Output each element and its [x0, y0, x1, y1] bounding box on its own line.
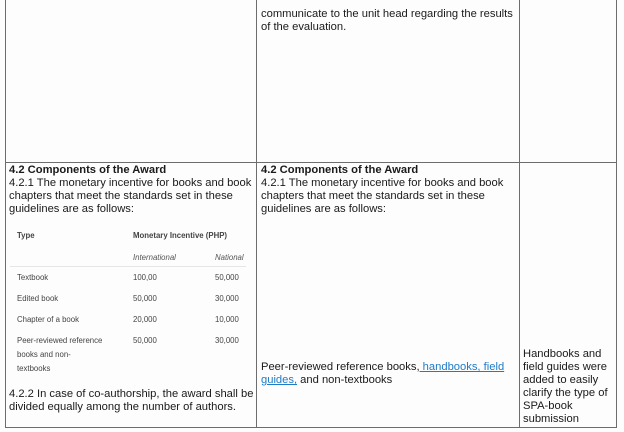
table-cell-international: 50,000 — [133, 294, 157, 303]
subheader-international: International — [133, 253, 176, 262]
revised-type-text — [261, 361, 516, 387]
text-line: SPA-book — [523, 400, 573, 412]
table-border — [256, 0, 257, 428]
table-cell-type: books and non- — [17, 350, 71, 359]
table-cell-international: 100,00 — [133, 273, 157, 282]
section-heading: 4.2 Components of the Award — [261, 164, 419, 176]
inserted-text-link[interactable]: handbooks, field — [419, 361, 505, 373]
table-cell-international: 20,000 — [133, 315, 157, 324]
text-line: chapters that meet the standards set in these — [9, 190, 233, 202]
column-header-type: Type — [17, 231, 35, 240]
text-line: of the evaluation. — [261, 21, 347, 33]
text-line: guidelines are as follows: — [261, 203, 386, 215]
subheader-national: National — [215, 253, 244, 262]
table-cell-type: Textbook — [17, 273, 49, 282]
prev-row-text — [261, 8, 513, 34]
coauthorship-paragraph — [9, 388, 254, 414]
text-line — [261, 374, 516, 387]
table-border — [519, 0, 520, 428]
remarks-note — [523, 348, 615, 426]
inserted-text-link[interactable]: guides, — [261, 374, 298, 386]
text-line — [261, 361, 516, 374]
text-span: and non-textbooks — [297, 374, 393, 386]
revised-section — [261, 164, 516, 216]
table-cell-type: Peer-reviewed reference — [17, 336, 103, 345]
text-line: added to easily — [523, 374, 599, 386]
text-line: 4.2.1 The monetary incentive for books and book — [261, 177, 504, 189]
text-line: Handbooks and — [523, 348, 602, 360]
table-cell-type: Edited book — [17, 294, 59, 303]
table-cell-type: textbooks — [17, 364, 51, 373]
text-line: 4.2.1 The monetary incentive for books and book — [9, 177, 252, 189]
text-line: field guides were — [523, 361, 607, 373]
text-span: Peer-reviewed reference books, — [261, 361, 420, 373]
table-divider — [10, 266, 246, 267]
table-cell-international: 50,000 — [133, 336, 157, 345]
text-line: divided equally among the number of authors. — [9, 401, 237, 413]
text-line: 4.2.2 In case of co-authorship, the award shall be — [9, 388, 254, 400]
text-line: communicate to the unit head regarding the results — [261, 8, 513, 20]
text-line: submission — [523, 413, 579, 425]
text-line: chapters that meet the standards set in these — [261, 190, 485, 202]
table-cell-national: 30,000 — [215, 336, 239, 345]
section-heading: 4.2 Components of the Award — [9, 164, 167, 176]
column-header-incentive: Monetary Incentive (PHP) — [133, 231, 228, 240]
table-cell-type: Chapter of a book — [17, 315, 79, 324]
table-cell-national: 10,000 — [215, 315, 239, 324]
incentive-table — [0, 0, 256, 430]
table-border — [616, 0, 617, 428]
text-line: guidelines are as follows: — [9, 203, 134, 215]
table-cell-national: 50,000 — [215, 273, 239, 282]
table-cell-national: 30,000 — [215, 294, 239, 303]
text-line: clarify the type of — [523, 387, 608, 399]
